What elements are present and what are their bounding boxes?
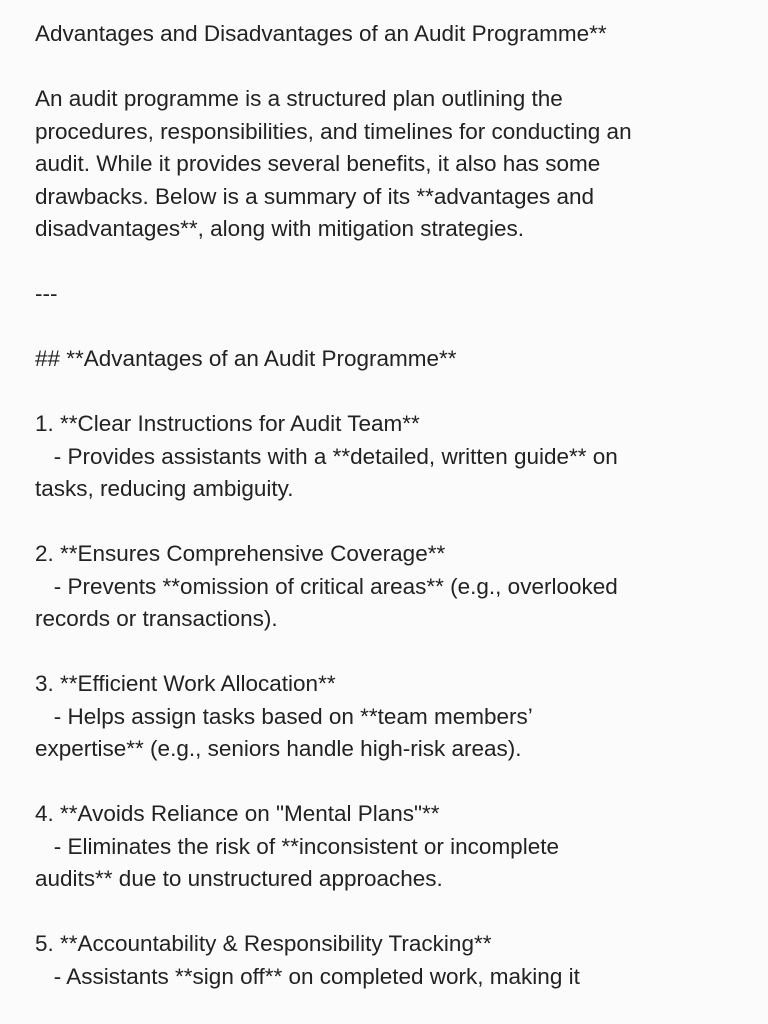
item-heading: 3. **Efficient Work Allocation** (35, 671, 336, 696)
spacer (35, 506, 735, 539)
item-line: expertise** (e.g., seniors handle high-risk areas). (35, 736, 522, 761)
item-line: - Assistants **sign off** on completed work, making it (35, 963, 580, 989)
spacer (35, 896, 735, 929)
intro-line: audit. While it provides several benefits, it also has some (35, 151, 601, 176)
spacer (35, 246, 735, 279)
item-line: - Helps assign tasks based on **team members’ (35, 703, 533, 729)
spacer (35, 51, 735, 84)
divider: --- (35, 281, 58, 306)
intro-line: procedures, responsibilities, and timelines for conducting an (35, 118, 632, 144)
item-line: audits** due to unstructured approaches. (35, 866, 443, 891)
item-line: - Provides assistants with a **detailed, written guide** on (35, 443, 618, 469)
intro-line: disadvantages**, along with mitigation strategies. (35, 216, 525, 241)
item-heading: 2. **Ensures Comprehensive Coverage** (35, 541, 446, 566)
spacer (35, 376, 735, 409)
intro-line: An audit programme is a structured plan outlining the (35, 86, 563, 111)
intro-line: drawbacks. Below is a summary of its **advantages and (35, 183, 595, 209)
item-heading: 5. **Accountability & Responsibility Tracking** (35, 931, 492, 956)
item-line: records or transactions). (35, 606, 278, 631)
item-heading: 4. **Avoids Reliance on "Mental Plans"** (35, 801, 440, 826)
item-line: - Prevents **omission of critical areas** (e.g., overlooked (35, 573, 618, 599)
section-heading: ## **Advantages of an Audit Programme** (35, 346, 457, 371)
spacer (35, 636, 735, 669)
item-line: - Eliminates the risk of **inconsistent or incomplete (35, 833, 559, 859)
document-body (35, 18, 735, 993)
document-title: Advantages and Disadvantages of an Audit Programme** (35, 21, 607, 46)
item-heading: 1. **Clear Instructions for Audit Team** (35, 411, 420, 436)
item-line: tasks, reducing ambiguity. (35, 476, 294, 501)
spacer (35, 311, 735, 344)
spacer (35, 766, 735, 799)
